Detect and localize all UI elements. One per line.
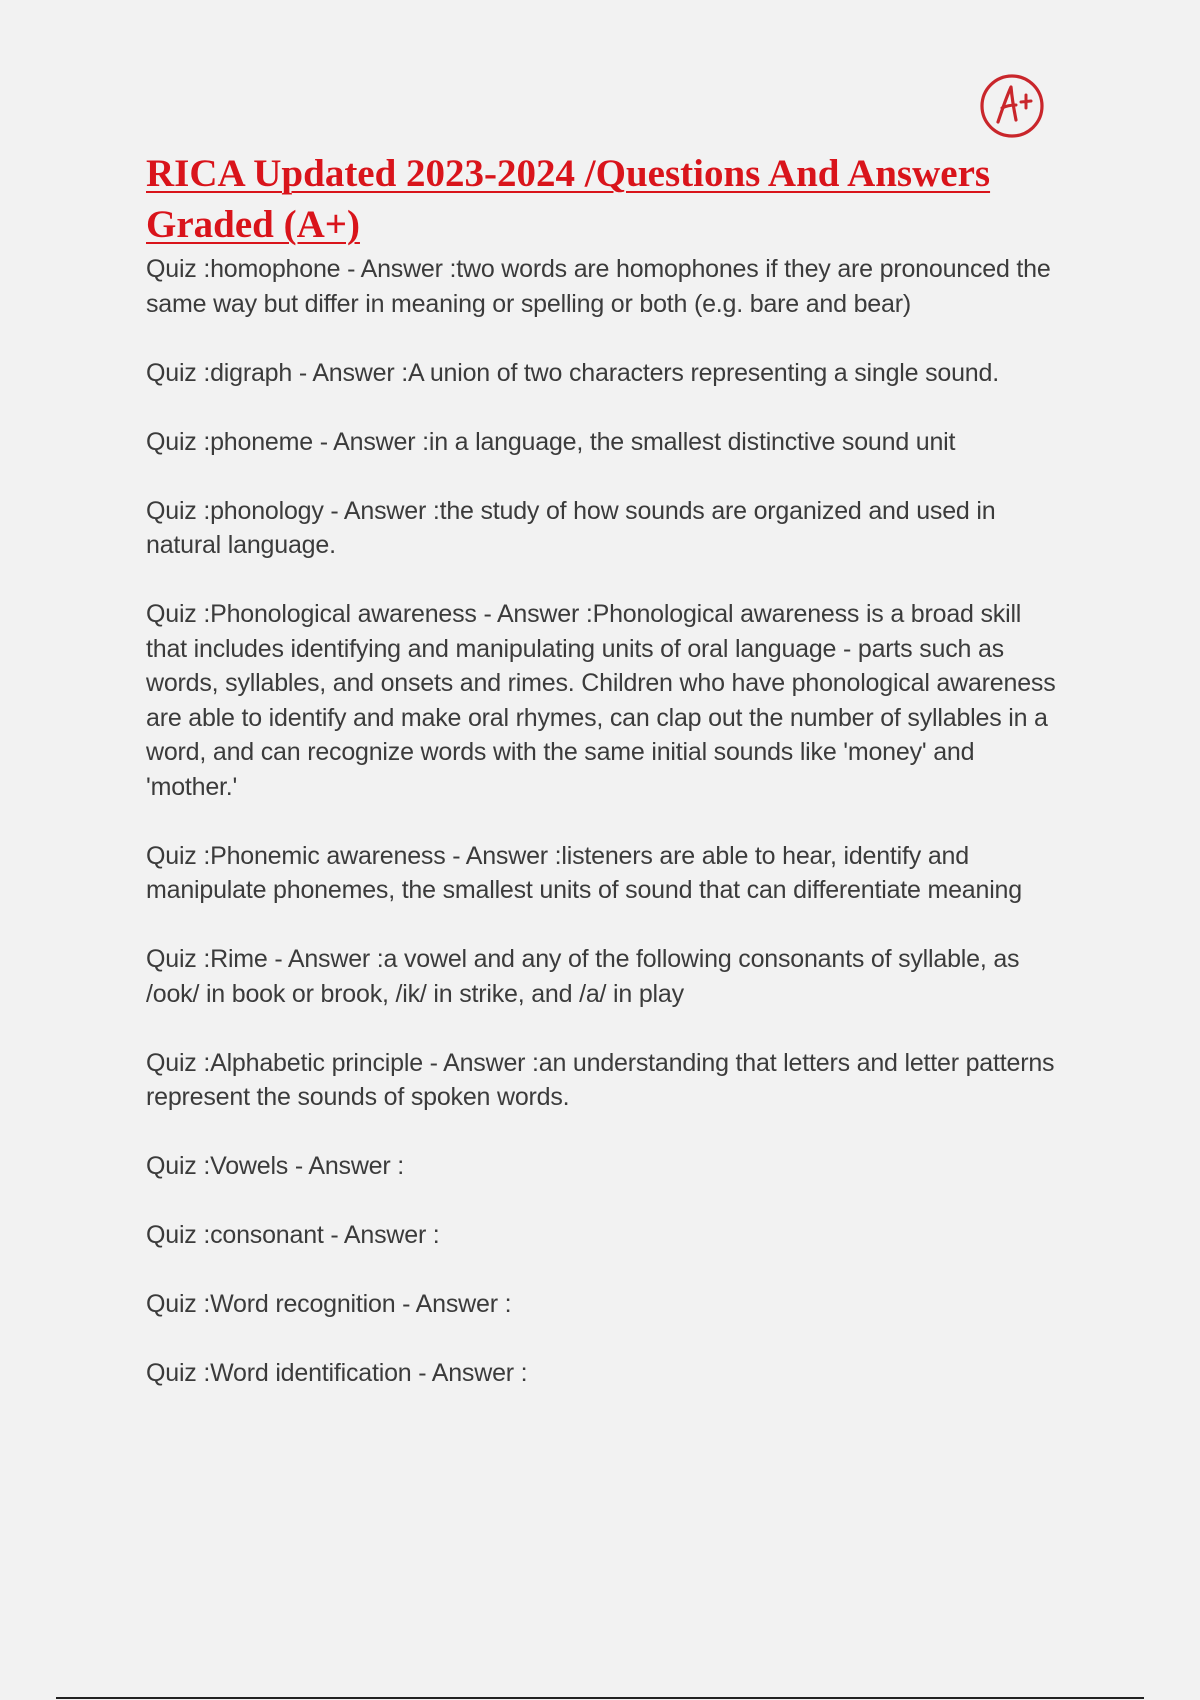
qa-item-consonant: Quiz :consonant - Answer : [146, 1221, 440, 1249]
document-title: RICA Updated 2023-2024 /Questions And Answers Graded (A+) [146, 152, 991, 246]
qa-item-phonological-awareness: Quiz :Phonological awareness - Answer :Phonological awareness is a broad skill that includes identifying and manipulating units of oral language - parts such as words, syllables, and onsets and rimes. Children who have phonological awareness are able to identify and make oral rhymes, can clap out the number of syllables in a word, and can recognize words with the same initial sounds like 'money' and 'mother.' [146, 600, 1056, 801]
document-content [146, 148, 1056, 1391]
a-plus-grade-logo [978, 72, 1046, 140]
qa-item-vowels: Quiz :Vowels - Answer : [146, 1152, 404, 1180]
qa-item-alphabetic-principle: Quiz :Alphabetic principle - Answer :an understanding that letters and letter patterns represent the sounds of spoken words. [146, 1048, 1055, 1111]
qa-item-phonemic-awareness: Quiz :Phonemic awareness - Answer :listeners are able to hear, identify and manipulate phonemes, the smallest units of sound that can differentiate meaning [146, 841, 1022, 904]
qa-item-word-identification: Quiz :Word identification - Answer : [146, 1359, 528, 1387]
qa-item-rime: Quiz :Rime - Answer :a vowel and any of the following consonants of syllable, as /ook/ in book or brook, /ik/ in strike, and /a/ in play [146, 945, 1020, 1008]
qa-item-homophone: Quiz :homophone - Answer :two words are homophones if they are pronounced the same way but differ in meaning or spelling or both (e.g. bare and bear) [146, 255, 1051, 318]
qa-item-digraph: Quiz :digraph - Answer :A union of two characters representing a single sound. [146, 358, 999, 387]
qa-item-phonology: Quiz :phonology - Answer :the study of how sounds are organized and used in natural language. [146, 496, 996, 559]
qa-item-phoneme: Quiz :phoneme - Answer :in a language, the smallest distinctive sound unit [146, 427, 956, 456]
page-bottom-divider [56, 1697, 1144, 1699]
qa-item-word-recognition: Quiz :Word recognition - Answer : [146, 1290, 512, 1318]
